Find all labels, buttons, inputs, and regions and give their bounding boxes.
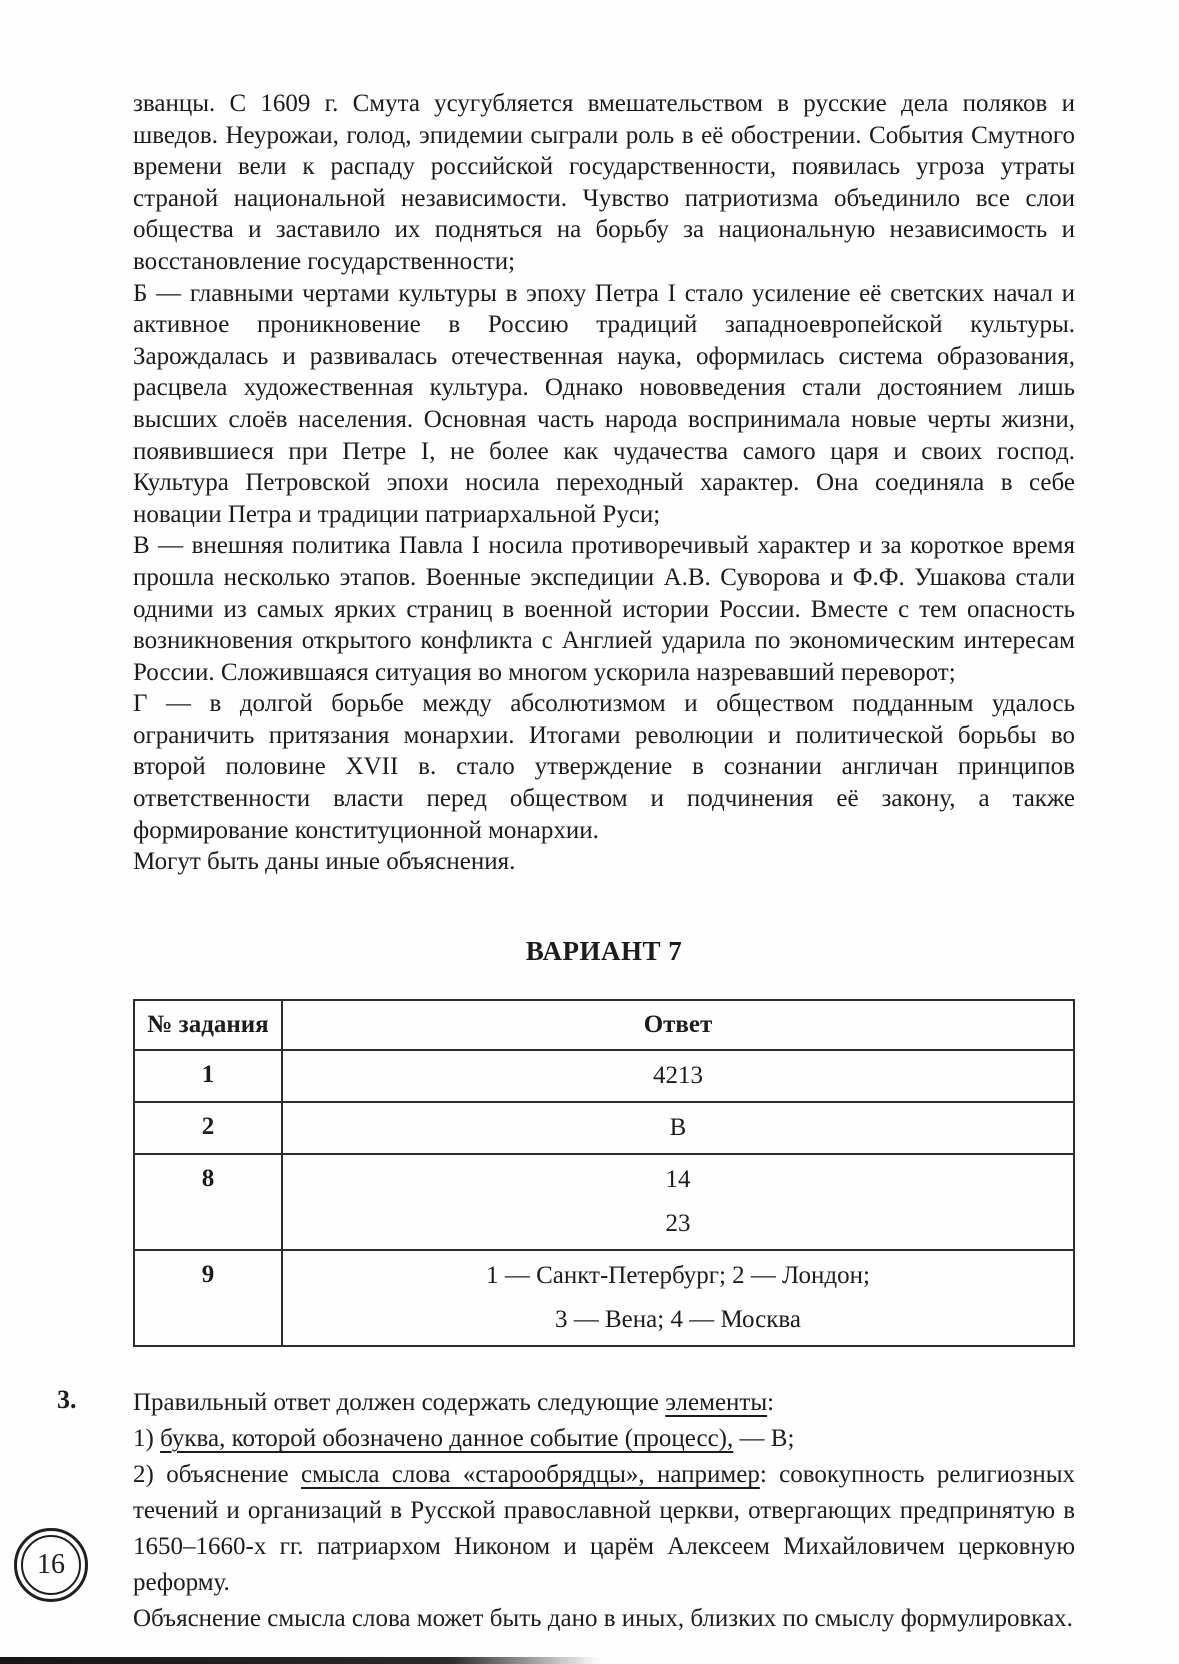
- point1-underlined-text: буква, которой обозначено данное событие (процесс),: [160, 1424, 734, 1452]
- answer-line: 1 — Санкт-Петербург; 2 — Лондон;: [486, 1261, 870, 1289]
- answer-line: В: [669, 1113, 687, 1141]
- point2-underlined-text: смысла слова «старообрядцы», например: [301, 1460, 760, 1488]
- point2-tail-text: : совокупность религиозных течений и организаций в Русской православной церкви, отвергающих предпринятую в 1650–1660-х гг. патриархом Никоном и царём Алексеем Михайловичем церковную реформу.: [133, 1460, 1075, 1596]
- page-number: 16: [37, 1549, 65, 1580]
- intro-tail-text: :: [767, 1388, 775, 1416]
- page-number-inner-circle: [21, 1535, 81, 1595]
- page-number-badge: [14, 1528, 88, 1602]
- column-header-task-number: № задания: [134, 1000, 282, 1050]
- task-3-intro: [133, 1385, 1075, 1421]
- intro-underlined-text: элементы: [665, 1388, 768, 1416]
- task-3-block: [57, 1384, 1075, 1637]
- answer-line: 14: [665, 1165, 691, 1193]
- paragraph-item-v: В — внешняя политика Павла I носила противоречивый характер и за короткое время прошла несколько этапов. Военные экспедиции А.В. Суворова и Ф.Ф. Ушакова стали одними из самых ярких страниц в военной истории России. Вместе с тем опасность возникновения открытого конфликта с Англией ударила по экономическим интересам России. Сложившаяся ситуация во многом ускорила назревавший переворот;: [133, 532, 1075, 686]
- point1-tail-text: — В;: [733, 1424, 795, 1452]
- answers-table: [133, 999, 1075, 1347]
- table-row: [134, 1154, 1074, 1250]
- answer-cell: [282, 1154, 1074, 1250]
- column-header-answer: Ответ: [282, 1000, 1074, 1050]
- answer-line: 23: [665, 1209, 691, 1237]
- answer-cell: [282, 1102, 1074, 1154]
- task-number-cell: 1: [134, 1050, 282, 1102]
- table-header-row: [134, 1000, 1074, 1050]
- task-number-cell: 8: [134, 1154, 282, 1250]
- point1-text: 1): [133, 1424, 161, 1452]
- table-row: [134, 1102, 1074, 1154]
- task-3-point-2: [133, 1457, 1075, 1601]
- table-row: [134, 1250, 1074, 1346]
- task-3-number: 3.: [57, 1384, 77, 1414]
- paragraph-item-g: Г — в долгой борьбе между абсолютизмом и обществом подданным удалось ограничить притязания монархии. Итогами революции и политической борьбы во второй половине XVII в. стало утверждение в сознании англичан принципов ответственности власти перед обществом и подчинения её закону, а также формирование конституционной монархии.: [133, 690, 1075, 844]
- answer-cell: [282, 1250, 1074, 1346]
- variant-heading: ВАРИАНТ 7: [525, 935, 683, 966]
- task-number-cell: 2: [134, 1102, 282, 1154]
- answer-line: 3 — Вена; 4 — Москва: [555, 1305, 801, 1333]
- text-block: [57, 88, 1075, 1637]
- table-row: [134, 1050, 1074, 1102]
- answer-cell: [282, 1050, 1074, 1102]
- task-3-point-1: [133, 1421, 1075, 1457]
- answer-line: 4213: [653, 1061, 703, 1089]
- paragraph-other-explanations: Могут быть даны иные объяснения.: [133, 848, 516, 876]
- task-3-note: Объяснение смысла слова может быть дано в иных, близких по смыслу формулировках.: [133, 1604, 1073, 1632]
- point2-text: 2) объяснение: [133, 1460, 302, 1488]
- intro-text: Правильный ответ должен содержать следующие: [133, 1388, 666, 1416]
- task-number-cell: 9: [134, 1250, 282, 1346]
- scan-artifact-bar: [0, 1657, 600, 1664]
- paragraph-smuta-continuation: званцы. С 1609 г. Смута усугубляется вмешательством в русские дела поляков и шведов. Неурожаи, голод, эпидемии сыграли роль в её обострении. События Смутного времени вели к распаду российской государственности, появилась угроза утраты страной национальной независимости. Чувство патриотизма объединило все слои общества и заставило их подняться на борьбу за национальную независимость и восстановление государственности;: [133, 90, 1075, 275]
- paragraph-item-b: Б — главными чертами культуры в эпоху Петра I стало усиление её светских начал и активное проникновение в Россию традиций западноевропейской культуры. Зарождалась и развивалась отечественная наука, оформилась система образования, расцвела художественная культура. Однако нововведения стали достоянием лишь высших слоёв населения. Основная часть народа воспринимала новые черты жизни, появившиеся при Петре I, не более как чудачества самого царя и своих господ. Культура Петровской эпохи носила переходный характер. Она соединяла в себе новации Петра и традиции патриархальной Руси;: [133, 279, 1075, 528]
